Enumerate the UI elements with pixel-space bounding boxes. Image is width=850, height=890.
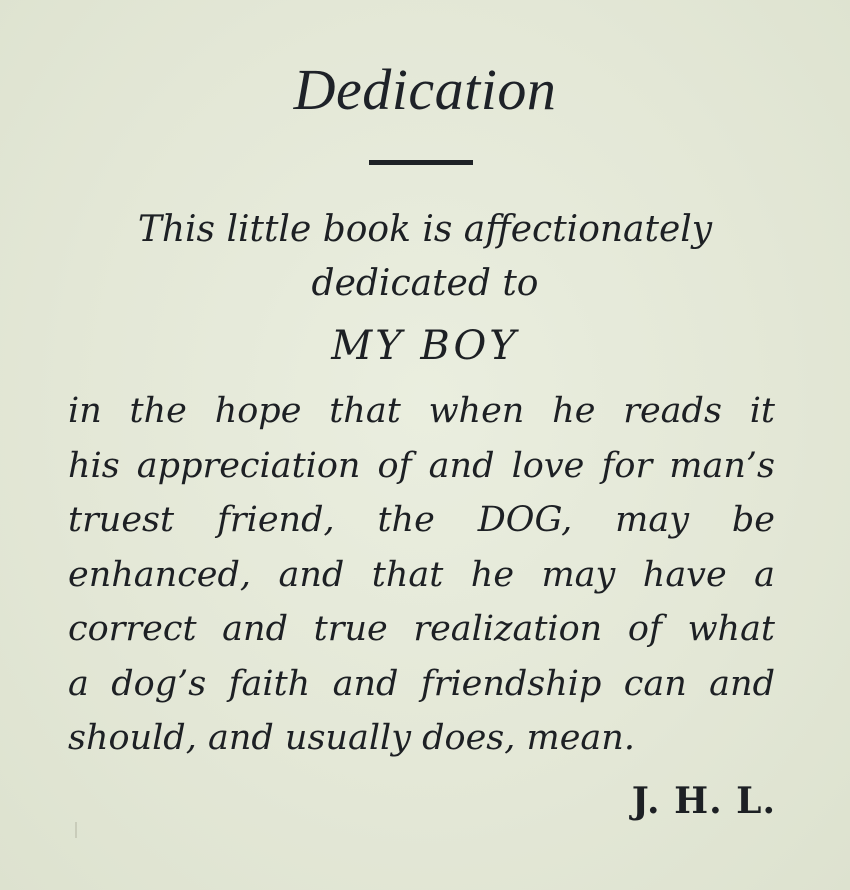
dedication-body [68, 384, 775, 766]
body-line: correct and true realization of what [68, 609, 775, 649]
paper-blemish [75, 822, 77, 838]
body-line: his appreciation of and love for man’s [68, 445, 775, 486]
author-initials: J. H. L. [631, 780, 776, 822]
body-line: a dog’s faith and friendship can and [68, 663, 775, 704]
intro-line-2: dedicated to [311, 263, 539, 304]
page-title: Dedication [293, 57, 557, 122]
title-rule [369, 160, 473, 165]
dedication-recipient: MY BOY [331, 323, 519, 369]
body-line: should, and usually does, mean. [68, 718, 635, 758]
dedication-intro [0, 203, 850, 311]
body-line: in the hope that when he reads it [68, 391, 775, 431]
intro-line-1: This little book is affectionately [137, 209, 713, 250]
body-line: truest friend, the DOG, may be [68, 500, 775, 540]
body-line: enhanced, and that he may have a [68, 554, 775, 595]
